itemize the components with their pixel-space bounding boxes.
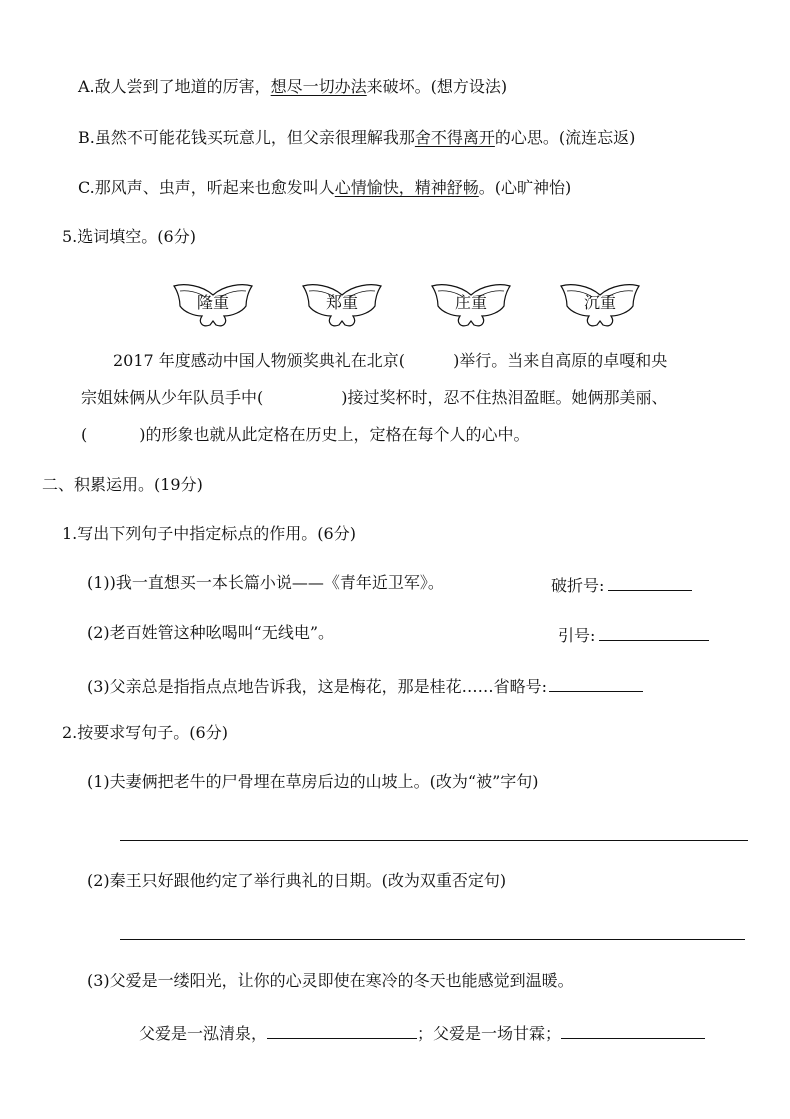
answer-blank[interactable] bbox=[608, 572, 692, 591]
passage-text: ( bbox=[81, 425, 88, 444]
fill-prefix: 父爱是一泓清泉， bbox=[139, 1024, 268, 1043]
q2-item-3: (3)父爱是一缕阳光，让你的心灵即使在寒冷的冬天也能感觉到温暖。 bbox=[87, 971, 574, 990]
q1-item-2-answer bbox=[558, 622, 709, 647]
passage-text: )举行。当来自高原的卓嘎和央 bbox=[453, 351, 668, 370]
option-b-suffix: 的心思。(流连忘返) bbox=[494, 128, 636, 147]
q5-heading: 5.选词填空。(6分) bbox=[62, 227, 196, 246]
q1-item-1-answer bbox=[551, 572, 692, 597]
q2-heading: 2.按要求写句子。(6分) bbox=[62, 723, 228, 742]
answer-blank[interactable] bbox=[561, 1020, 705, 1039]
word-card-1 bbox=[172, 279, 254, 329]
q2-item-2: (2)秦王只好跟他约定了举行典礼的日期。(改为双重否定句) bbox=[87, 871, 507, 890]
word-zhuangzhong: 庄重 bbox=[454, 293, 487, 312]
answer-line-2[interactable] bbox=[120, 939, 745, 940]
q1-item-3-text: (3)父亲总是指指点点地告诉我，这是梅花，那是桂花…… bbox=[87, 677, 494, 696]
q1-item-2-text: (2)老百姓管这种吆喝叫“无线电”。 bbox=[87, 623, 335, 642]
passage-line-2 bbox=[81, 387, 668, 409]
option-c-prefix: C.那风声、虫声，听起来也愈发叫人 bbox=[78, 178, 335, 197]
word-jilong: 隆重 bbox=[196, 293, 229, 312]
option-c-suffix: 。(心旷神怡) bbox=[478, 178, 572, 197]
word-card-4 bbox=[559, 279, 641, 329]
passage-text: 2017 年度感动中国人物颁奖典礼在北京( bbox=[113, 351, 406, 370]
option-a-prefix: A.敌人尝到了地道的厉害， bbox=[78, 77, 271, 96]
q1-heading: 1.写出下列句子中指定标点的作用。(6分) bbox=[62, 524, 356, 543]
passage-line-1 bbox=[113, 350, 667, 372]
fill-middle: ；父爱是一场甘霖； bbox=[417, 1024, 562, 1043]
passage-text: )接过奖杯时，忍不住热泪盈眶。她俩那美丽、 bbox=[341, 388, 668, 407]
quote-label: 引号: bbox=[558, 626, 596, 645]
option-b-prefix: B.虽然不可能花钱买玩意儿，但父亲很理解我那 bbox=[78, 128, 415, 147]
passage-text: 宗姐妹俩从少年队员手中( bbox=[81, 388, 264, 407]
passage-text: )的形象也就从此定格在历史上，定格在每个人的心中。 bbox=[139, 425, 530, 444]
answer-blank[interactable] bbox=[599, 622, 709, 641]
section-2-heading: 二、积累运用。(19分) bbox=[42, 475, 203, 494]
word-card-3 bbox=[430, 279, 512, 329]
q2-item-1: (1)夫妻俩把老牛的尸骨埋在草房后边的山坡上。(改为“被”字句) bbox=[87, 772, 539, 791]
q2-item-3-fill bbox=[139, 1020, 705, 1045]
word-chenzhong: 沉重 bbox=[583, 293, 616, 312]
answer-line-1[interactable] bbox=[120, 840, 748, 841]
dash-label: 破折号: bbox=[551, 576, 605, 595]
ellipsis-label: 省略号: bbox=[493, 677, 548, 696]
q1-item-3 bbox=[87, 673, 643, 698]
option-c-underlined: 心情愉快，精神舒畅 bbox=[334, 178, 479, 197]
answer-blank[interactable] bbox=[267, 1020, 417, 1039]
word-card-2 bbox=[301, 279, 383, 329]
option-a bbox=[78, 76, 507, 98]
answer-blank[interactable] bbox=[549, 673, 643, 692]
q1-item-1-text: (1))我一直想买一本长篇小说——《青年近卫军》。 bbox=[87, 573, 444, 592]
option-b-underlined: 舍不得离开 bbox=[414, 128, 495, 147]
option-b bbox=[78, 127, 635, 149]
word-zhengzhong: 郑重 bbox=[325, 293, 358, 312]
option-c bbox=[78, 177, 571, 199]
option-a-suffix: 来破坏。(想方设法) bbox=[366, 77, 508, 96]
passage-line-3 bbox=[81, 424, 530, 446]
option-a-underlined: 想尽一切办法 bbox=[270, 77, 367, 96]
